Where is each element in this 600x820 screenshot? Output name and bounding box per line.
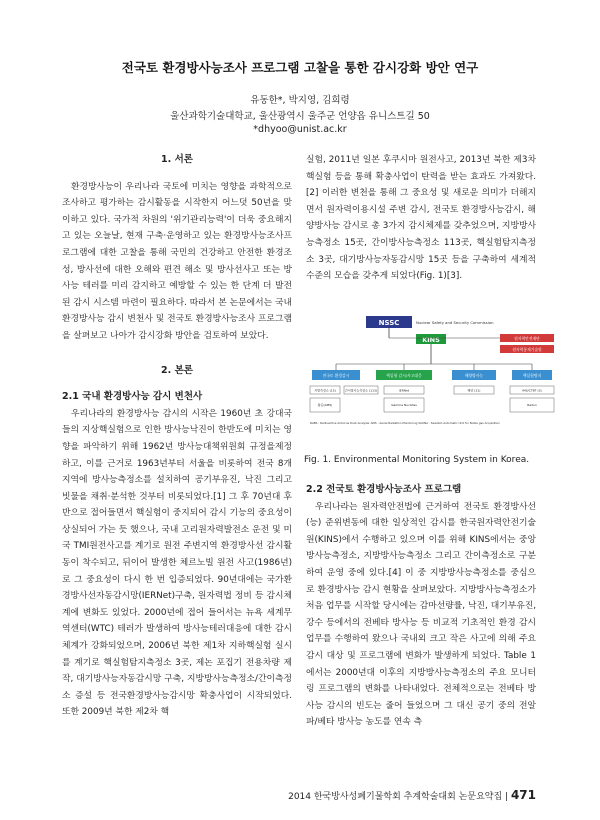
leaf-6-label: 항공(AMS) — [317, 403, 333, 407]
nssc-label: NSSC — [378, 319, 400, 327]
paper-affiliation: 울산과학기술대학교, 울산광역시 울주군 언양읍 유니스트길 50 — [170, 111, 430, 122]
subsection-2-2-title: 2.2 전국토 환경방사능조사 프로그램 — [306, 484, 462, 495]
monitoring-system-figure — [304, 312, 574, 442]
section-2-title: 2. 본론 — [161, 364, 193, 376]
right-top-label: 원자력안전재단 — [514, 336, 540, 341]
paper-email: *dhyoo@unist.ac.kr — [253, 124, 347, 135]
leaf-4-label: 해양 (21) — [467, 388, 481, 393]
footer-text: 2014 한국방사성폐기물학회 추계학술대회 논문요약집 | — [288, 792, 509, 802]
leaf-8-label: Radon — [527, 403, 537, 407]
branch-3-label: 해양방사능 — [464, 373, 484, 378]
branch-4-label: 핵실험탐지 — [522, 373, 542, 378]
section-1-title: 1. 서론 — [161, 154, 193, 165]
right-column-top — [306, 152, 536, 285]
page-number: 471 — [510, 788, 536, 802]
right-mid-label: 원자력통제기술원 — [512, 347, 542, 352]
leaf-1-label: 지방측정소 (15) — [314, 388, 336, 393]
subsection-2-2-text: 우리나라는 원자력안전법에 근거하여 전국토 환경방사선(능) 준위변동에 대한 일상적인 감시를 한국원자력안전기술원(KINS)에서 수행하고 있으며 이를 위해 KINS에서는 중앙방사능측정소, 지방방사능측정소 그리고 간이측정소로 구분하여 운영 중에 있다.[4] 이 중 지방방사능측정소를 중심으로 환경방사능 감시 현황을 살펴보았다. 지방방사능측정소가 처음 업무를 시작할 당시에는 감마선량률, 낙진, 대기부유진, 강수 등에서의 전베타 방사능 등 비교적 기초적인 환경 감시 업무를 수행하여 왔으나 국내외 크고 작은 사고에 의해 주요감시 대상 및 프로그램에 변화가 발생하게 되었다. Table 1에서는 2000년대 이후의 지방방사능측정소의 주요 모니터링 프로그램의 변화를 나타내었다. 전체적으로는 전베타 방사능 감시의 빈도는 줄어 들었으며 그 대신 공기 중의 전알파/베타 방사능 농도를 연속 측 — [306, 501, 536, 728]
subsection-2-1-title: 2.1 국내 환경방사능 감시 변천사 — [62, 391, 203, 403]
right-intro-text: 실험, 2011년 일본 후쿠시마 원전사고, 2013년 북한 제3차 핵실험 등을 통해 확충사업이 탄력을 받는 효과도 가져왔다.[2] 이러한 변천을 통해 그 중요성 및 새로운 의미가 더해지면서 원자력이용시설 주변 감시, 전국토 환경방사능감시, 해양방사능 감시로 총 3가지 감시체제를 갖추었으며, 지방방사능측정소 15곳, 간이방사능측정소 113곳, 핵실험탐지측정소 3곳, 대기방사능자동감시망 15곳 등을 구축하여 세계적 수준의 모습을 갖추게 되었다(Fig. 1)[3]. — [306, 155, 536, 282]
leaf-5-label: IMS/CTBT (3) — [522, 388, 542, 393]
page-footer — [288, 788, 536, 802]
leaf-2-label: 간이방사능측정소 (113) — [344, 388, 378, 393]
right-column-bottom — [306, 482, 536, 731]
nssc-sub: Nuclear Safety and Security Commission — [416, 320, 494, 325]
leaf-7-label: Gamma Nuclides — [391, 403, 417, 407]
leaf-3-label: IERNet — [398, 388, 410, 393]
figure-legend: RABS : Radioactive Airborne Dust Analyzer AMS : Aerial Radiation Monitoring SAUNA : Swedish Automatic Unit for Noble gas Acquisition — [310, 421, 500, 425]
subsection-2-1-text: 우리나라의 환경방사능 감시의 시작은 1960년 초 강대국들의 지상핵실험으로 인한 방사능낙진이 한반도에 미치는 영향을 파악하기 위해 1962년 방사능대책위원회 규정을제정하고, 이를 근거로 1963년부터 서울을 비롯하여 전국 8개 지역에 방사능측정소를 설치하여 공기부유진, 낙진 그리고 빗물을 채취·분석한 것부터 비롯되었다.[1] 그 후 70년대 후반으로 접어들면서 핵실험이 중지되어 감시 기능의 중요성이 상실되어 가는 듯 했으나, 국내 고리원자력발전소 운전 및 미국 TMI원전사고를 계기로 원전 주변지역 환경방사선 감시활동이 착수되고, 뒤이어 발생한 체르노빌 원전 사고(1986년)로 그 중요성이 다시 한 번 입증되었다. 90년대에는 국가환경방사선자동감시망(IERNet)구축, 원자력법 정비 등 감시체계에 변화도 있었다. 2000년에 접어 들어서는 뉴욕 세계무역센터(WTC) 테러가 발생하여 방사능테러대응에 대한 감시체계가 강화되었으며, 2006년 북한 제1차 지하핵실험 실시를 계기로 핵실험탐지측정소 3곳, 제논 포집기 전용차량 제작, 대기방사능자동감시망 구축, 지방방사능측정소/간이측정소 증설 등 전국환경방사능감시망 확충사업이 시작되었다. 또한 2009년 북한 제2차 핵 — [62, 408, 292, 718]
left-column — [62, 152, 292, 721]
kins-label: KINS — [422, 336, 440, 344]
paper-title: 전국토 환경방사능조사 프로그램 고찰을 통한 감시강화 방안 연구 — [121, 60, 479, 75]
branch-1-label: 전국토 환경감시 — [322, 373, 350, 378]
section-1-text: 환경방사능이 우리나라 국토에 미치는 영향을 과학적으로 조사하고 평가하는 감시활동을 시작한지 어느덧 50년을 맞이하고 있다. 국가적 차원의 '위기관리능력'이 더욱 중요해지고 있는 오늘날, 현재 구축·운영하고 있는 환경방사능조사프로그램에 대한 고찰을 통해 국민의 건강하고 안전한 환경조성, 방사선에 대한 오해와 편견 해소 및 방사선사고 또는 방사능 테러를 미리 감지하고 예방할 수 있는 한 단계 더 발전된 감시 시스템 마련이 필요하다. 따라서 본 논문에서는 국내 환경방사능 감시 변천사 및 전국토 환경방사능조사 프로그램을 살펴보고 나아가 감시강화 방안을 검토하여 보았다. — [62, 181, 292, 341]
branch-2-label: 핵실험 감시/사고대응 — [386, 373, 422, 378]
figure-diagram — [304, 312, 574, 442]
figure-caption: Fig. 1. Environmental Monitoring System in Korea. — [304, 455, 530, 465]
paper-authors: 유동한*, 박지영, 김희령 — [250, 95, 350, 106]
